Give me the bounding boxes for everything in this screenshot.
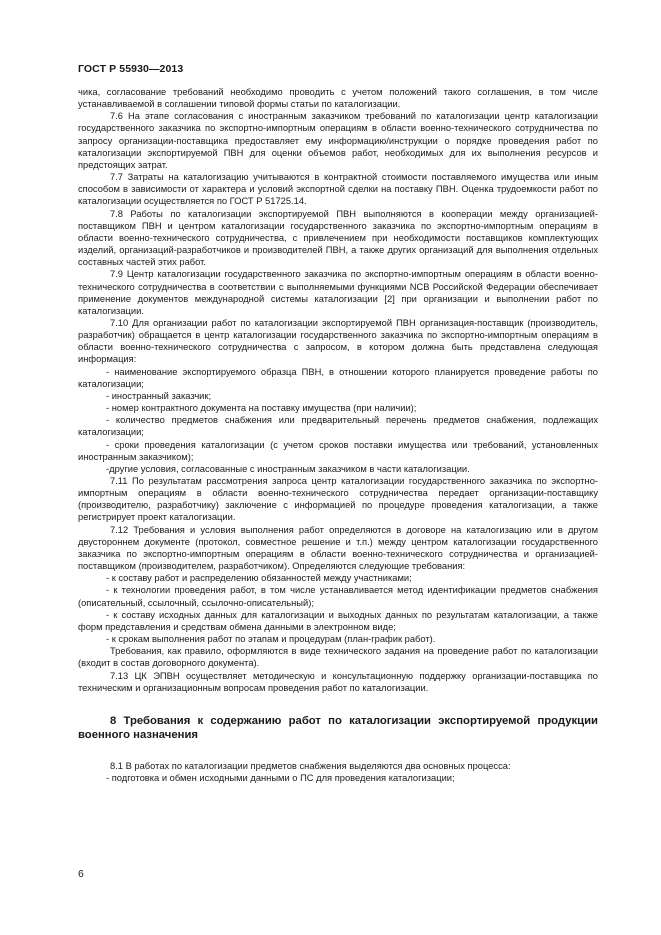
paragraph: чика, согласование требований необходимо проводить с учетом положений такого соглашения, в том числе устанавливаемой в соглашении типовой формы статьи по каталогизации. — [78, 87, 598, 110]
list-item: - номер контрактного документа на поставку имущества (при наличии); — [106, 403, 417, 414]
list-item: -другие условия, согласованные с иностранным заказчиком в части каталогизации. — [106, 463, 470, 474]
list-item: - подготовка и обмен исходными данными о ПС для проведения каталогизации; — [106, 772, 455, 783]
paragraph: 8.1 В работах по каталогизации предметов снабжения выделяются два основных процесса: — [110, 760, 511, 771]
paragraph: 7.8 Работы по каталогизации экспортируемой ПВН выполняются в кооперации между организацией-поставщиком ПВН и центром каталогизации государственного заказчика по экспортно-импортным операциям в области военно-технического сотрудничества, с привлечением при необходимости поставщиков комплектующих изделий, организаций-разработчиков и производителей ПВН, а также других организаций для выполнения отдельных составных частей этих работ. — [78, 208, 598, 268]
paragraph: 7.12 Требования и условия выполнения работ определяются в договоре на каталогизацию или в другом двустороннем документе (протокол, совместное решение и т.п.) между центром каталогизации государственного заказчика по экспортно-импортным операциям в области военно-технического сотрудничества и организацией-поставщиком (производителем, разработчиком). Определяются следующие требования: — [78, 524, 598, 572]
paragraph: 7.13 ЦК ЭПВН осуществляет методическую и консультационную поддержку организации-поставщика по техническим и организационным вопросам проведения работ по каталогизации. — [78, 670, 598, 693]
paragraph: 7.11 По результатам рассмотрения запроса центр каталогизации государственного заказчика по экспортно-импортным операциям в области военно-технического сотрудничества передает организации-поставщику (производителю, разработчику) заключение с информацией по процедуре проведения каталогизации, а также регистрирует проект каталогизации. — [78, 476, 598, 523]
paragraph: 7.9 Центр каталогизации государственного заказчика по экспортно-импортным операциям в области военно-технического сотрудничества в соответствии с выполняемыми функциями NCB Российской Федерации обеспечивает применение документов международной системы каталогизации [2] при организации и выполнении работ по каталогизации. — [78, 269, 598, 316]
list-item: - наименование экспортируемого образца ПВН, в отношении которого планируется проведение работы по каталогизации; — [78, 366, 598, 389]
page-number: 6 — [78, 868, 84, 880]
section-heading: 8 Требования к содержанию работ по каталогизации экспортируемой продукции военного назначения — [78, 714, 598, 741]
list-item: - к срокам выполнения работ по этапам и процедурам (план-график работ). — [106, 634, 436, 645]
list-item: - иностранный заказчик; — [106, 390, 212, 401]
list-item: - к составу работ и распределению обязанностей между участниками; — [106, 573, 412, 584]
list-item: - к составу исходных данных для каталогизации и выходных данных по результатам каталогизации, а также форм представления и средствам обмена данными в электронном виде; — [78, 609, 598, 632]
list-item: - к технологии проведения работ, в том числе устанавливается метод идентификации предметов снабжения (описательный, ссылочный, ссылочно-описательный); — [78, 585, 598, 608]
standard-header: ГОСТ Р 55930—2013 — [78, 63, 184, 75]
paragraph: 7.10 Для организации работ по каталогизации экспортируемой ПВН организация-поставщик (производитель, разработчик) обращается в центр каталогизации государственного заказчика по экспортно-импортным операциям в области военно-технического сотрудничества с запросом, в котором должна быть представлена следующая информация: — [78, 317, 598, 365]
list-item: - сроки проведения каталогизации (с учетом сроков поставки имущества или требований, установленных иностранным заказчиком); — [78, 439, 598, 462]
paragraph: 7.7 Затраты на каталогизацию учитываются в контрактной стоимости поставляемого имущества или иным способом в зависимости от характера и условий экспортной сделки на поставку ПВН. Оценка трудоемкости работ по каталогизации осуществляется по ГОСТ Р 51725.14. — [78, 172, 598, 207]
document-body — [78, 86, 598, 784]
list-item: - количество предметов снабжения или предварительный перечень предметов снабжения, подлежащих каталогизации; — [78, 415, 598, 438]
paragraph: 7.6 На этапе согласования с иностранным заказчиком требований по каталогизации центр каталогизации государственного заказчика по экспортно-импортным операциям в области военно-технического сотрудничества по запросу организации-поставщика предоставляет ему информацию/инструкции о порядке проведения работ по каталогизации экспортируемой ПВН для оценки объемов работ, необходимых для их выполнения ресурсов и предстоящих затрат. — [78, 111, 598, 170]
paragraph: Требования, как правило, оформляются в виде технического задания на проведение работ по каталогизации (входит в состав договорного документа). — [78, 646, 598, 669]
